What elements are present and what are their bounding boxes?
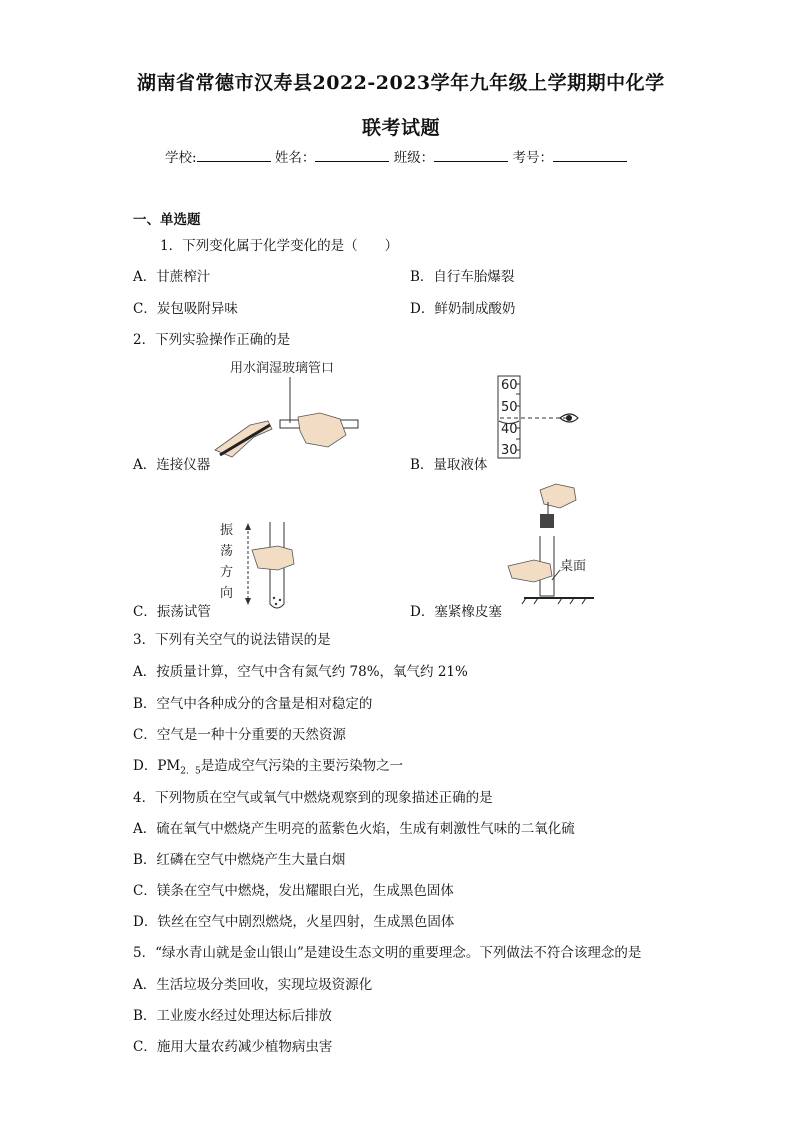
page-title-line2: 联考试题 — [362, 117, 441, 139]
q4-option-d: D．铁丝在空气中剧烈燃烧，火星四射，生成黑色固体 — [133, 914, 455, 930]
id-blank — [553, 149, 627, 162]
figure-insert-stopper — [504, 480, 604, 608]
right-hand — [298, 413, 346, 447]
q2-option-c: C．振荡试管 — [133, 604, 211, 620]
figure-measuring-cylinder — [490, 374, 590, 460]
student-info-row — [165, 146, 627, 166]
q1-option-a: A．甘蔗榨汁 — [133, 269, 211, 285]
tick-60: 60 — [501, 378, 518, 393]
q4-option-b: B．红磷在空气中燃烧产生大量白烟 — [133, 852, 346, 868]
q1-option-b: B．自行车胎爆裂 — [410, 269, 515, 285]
figure-shake-test-tube — [218, 520, 298, 612]
q3-option-d: D．$PM_{2.5}$是造成空气污染的主要污染物之一 — [133, 758, 404, 777]
school-blank — [197, 149, 271, 162]
q1-option-d: D．鲜奶制成酸奶 — [410, 301, 516, 317]
figure-connect-apparatus — [210, 355, 360, 465]
q2-option-d: D．塞紧橡皮塞 — [410, 604, 502, 620]
q2-option-a: A．连接仪器 — [133, 457, 211, 473]
shake-char-3: 方 — [220, 565, 234, 580]
class-blank — [434, 149, 508, 162]
q3-option-a: A．按质量计算，空气中含有氮气约 78%，氧气约 21% — [133, 664, 468, 680]
q2-stem: 2．下列实验操作正确的是 — [133, 332, 291, 348]
q5-option-c: C．施用大量农药减少植物病虫害 — [133, 1039, 333, 1055]
q2-option-b: B．量取液体 — [410, 457, 488, 473]
q5-option-b: B．工业废水经过处理达标后排放 — [133, 1008, 332, 1024]
q4-option-c: C．镁条在空气中燃烧，发出耀眼白光，生成黑色固体 — [133, 883, 454, 899]
q4-stem: 4．下列物质在空气或氧气中燃烧观察到的现象描述正确的是 — [133, 790, 493, 806]
tick-50: 50 — [501, 400, 518, 415]
tick-30: 30 — [501, 443, 518, 458]
name-label: 姓名： — [274, 150, 316, 166]
name-blank — [315, 149, 389, 162]
q3-option-b: B．空气中各种成分的含量是相对稳定的 — [133, 696, 373, 712]
shake-char-2: 荡 — [220, 544, 234, 559]
q4-option-a: A．硫在氧气中燃烧产生明亮的蓝紫色火焰，生成有刺激性气味的二氧化硫 — [133, 821, 575, 837]
shake-char-4: 向 — [220, 586, 234, 601]
hand — [252, 546, 294, 570]
q3-option-c: C．空气是一种十分重要的天然资源 — [133, 727, 346, 743]
table-label: 桌面 — [560, 559, 587, 574]
tick-40: 40 — [501, 422, 518, 437]
q3-stem: 3．下列有关空气的说法错误的是 — [133, 632, 331, 648]
q1-stem: 1．下列变化属于化学变化的是（ ） — [160, 238, 399, 254]
section-heading: 一、单选题 — [133, 212, 201, 228]
upper-hand — [540, 484, 576, 508]
q5-option-a: A．生活垃圾分类回收，实现垃圾资源化 — [133, 977, 373, 993]
q5-stem: 5．“绿水青山就是金山银山”是建设生态文明的重要理念。下列做法不符合该理念的是 — [133, 945, 642, 961]
school-label: 学校: — [165, 150, 197, 166]
id-label: 考号： — [512, 150, 553, 166]
lower-hand — [508, 560, 552, 582]
shake-char-1: 振 — [220, 523, 234, 538]
q1-option-c: C．炭包吸附异味 — [133, 301, 238, 317]
rubber-stopper — [540, 514, 554, 528]
class-label: 班级： — [393, 150, 435, 166]
figure-a-caption: 用水润湿玻璃管口 — [230, 361, 335, 376]
page-title-line1: 湖南省常德市汉寿县2022-2023学年九年级上学期期中化学 — [137, 72, 665, 94]
